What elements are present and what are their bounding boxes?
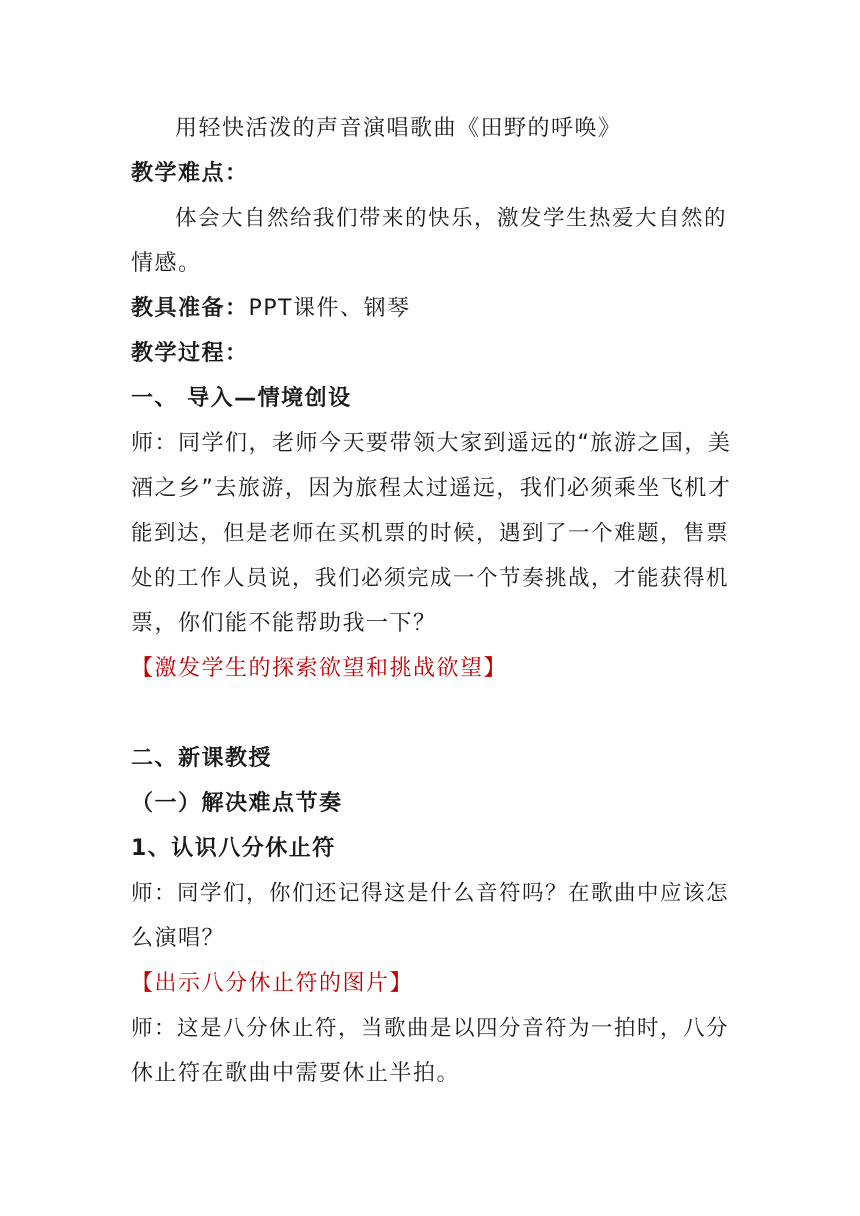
- tools-text: PPT课件、钢琴: [248, 296, 411, 321]
- section2-heading: 二、新课教授: [131, 746, 273, 771]
- section1-paragraph-line: 酒之乡”去旅游，因为旅程太过遥远，我们必须乘坐飞机才: [131, 476, 732, 501]
- section2-subheading: （一）解决难点节奏: [131, 791, 343, 816]
- section2-question-line2: 么演唱？: [131, 926, 226, 951]
- section2-answer-line2: 休止符在歌曲中需要休止半拍。: [131, 1061, 461, 1086]
- section2-note: 【出示八分休止符的图片】: [131, 971, 414, 996]
- section2-item-heading: 1、认识八分休止符: [131, 836, 336, 861]
- tools-line: [131, 286, 731, 331]
- section1-paragraph-line: 票，你们能不能帮助我一下？: [131, 611, 437, 636]
- blank-line: [131, 691, 731, 736]
- objective-text: 用轻快活泼的声音演唱歌曲《田野的呼唤》: [175, 116, 622, 141]
- section1-note: 【激发学生的探索欲望和挑战欲望】: [131, 656, 508, 681]
- section1-paragraph-line: 处的工作人员说，我们必须完成一个节奏挑战，才能获得机: [131, 566, 730, 591]
- section1-heading: 一、 导入—情境创设: [131, 386, 352, 411]
- difficulty-heading: 教学难点：: [131, 161, 249, 186]
- difficulty-text-line2: 情感。: [131, 251, 202, 276]
- document-page: [131, 106, 731, 1096]
- section1-paragraph-line: 师：同学们，老师今天要带领大家到遥远的“旅游之国，美: [131, 431, 732, 456]
- difficulty-text-line1: 体会大自然给我们带来的快乐，激发学生热爱大自然的: [175, 206, 728, 231]
- section2-question-line1: 师：同学们，你们还记得这是什么音符吗？在歌曲中应该怎: [131, 881, 730, 906]
- tools-heading: 教具准备：: [131, 296, 249, 321]
- section1-paragraph-line: 能到达，但是老师在买机票的时候，遇到了一个难题，售票: [131, 521, 730, 546]
- section2-answer-line1: 师：这是八分休止符，当歌曲是以四分音符为一拍时，八分: [131, 1016, 730, 1041]
- process-heading: 教学过程：: [131, 341, 249, 366]
